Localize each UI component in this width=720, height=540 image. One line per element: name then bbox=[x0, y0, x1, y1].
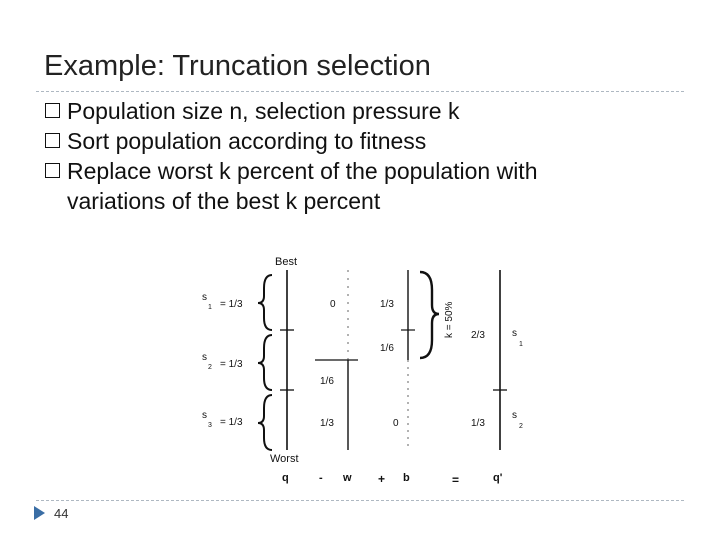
s3-label bbox=[202, 410, 243, 429]
brace-s2 bbox=[258, 335, 272, 390]
eq-b: b bbox=[403, 472, 410, 484]
b-bottom-value: 0 bbox=[393, 418, 399, 429]
bullet-item bbox=[45, 96, 685, 126]
eq-minus: - bbox=[319, 472, 323, 484]
q-prime-top-value: 2/3 bbox=[471, 330, 485, 341]
slide-title: Example: Truncation selection bbox=[44, 50, 431, 82]
s3-value: = 1/3 bbox=[220, 417, 243, 428]
truncation-selection-diagram bbox=[190, 250, 540, 490]
s3-subscript: 3 bbox=[208, 422, 212, 429]
bullet-text: Sort population according to fitness bbox=[67, 128, 427, 154]
s1-label bbox=[202, 292, 243, 311]
checkbox-bullet-icon bbox=[45, 103, 60, 118]
k-brace bbox=[420, 272, 439, 358]
s1-subscript: 1 bbox=[208, 304, 212, 311]
b-mid-value: 1/6 bbox=[380, 343, 394, 354]
s1-symbol: s bbox=[202, 292, 207, 303]
bullet-text: Replace worst k percent of the population with bbox=[67, 158, 538, 184]
eq-plus: + bbox=[378, 472, 386, 486]
q-prime-s1-subscript: 1 bbox=[519, 341, 523, 348]
title-divider bbox=[36, 91, 684, 92]
worst-label: Worst bbox=[270, 453, 299, 465]
w-bottom-value: 1/3 bbox=[320, 418, 334, 429]
q-prime-s1-symbol: s bbox=[512, 328, 517, 339]
w-mid-value: 1/6 bbox=[320, 376, 334, 387]
bullet-text: Population size n, selection pressure k bbox=[67, 98, 460, 124]
q-prime-s2-symbol: s bbox=[512, 410, 517, 421]
best-label: Best bbox=[275, 256, 298, 268]
s3-symbol: s bbox=[202, 410, 207, 421]
checkbox-bullet-icon bbox=[45, 163, 60, 178]
eq-w: w bbox=[343, 472, 352, 484]
eq-q: q bbox=[282, 472, 289, 484]
s2-value: = 1/3 bbox=[220, 359, 243, 370]
brace-s3 bbox=[258, 395, 272, 450]
s2-subscript: 2 bbox=[208, 364, 212, 371]
bullet-item bbox=[45, 156, 685, 216]
bullet-item bbox=[45, 126, 685, 156]
q-prime-bottom-value: 1/3 bbox=[471, 418, 485, 429]
triangle-marker-icon bbox=[34, 506, 45, 520]
s2-label bbox=[202, 352, 243, 371]
q-prime-s2-subscript: 2 bbox=[519, 423, 523, 430]
k-label: k = 50% bbox=[444, 301, 455, 338]
bullet-continuation: variations of the best k percent bbox=[67, 188, 381, 214]
eq-q-prime: q' bbox=[493, 472, 503, 484]
page-number: 44 bbox=[54, 506, 69, 521]
brace-s1 bbox=[258, 275, 272, 330]
checkbox-bullet-icon bbox=[45, 133, 60, 148]
s2-symbol: s bbox=[202, 352, 207, 363]
s1-value: = 1/3 bbox=[220, 299, 243, 310]
eq-equals: = bbox=[452, 473, 460, 487]
b-top-value: 1/3 bbox=[380, 299, 394, 310]
w-top-value: 0 bbox=[330, 299, 336, 310]
bullet-list bbox=[45, 96, 685, 216]
footer-divider bbox=[36, 500, 684, 501]
